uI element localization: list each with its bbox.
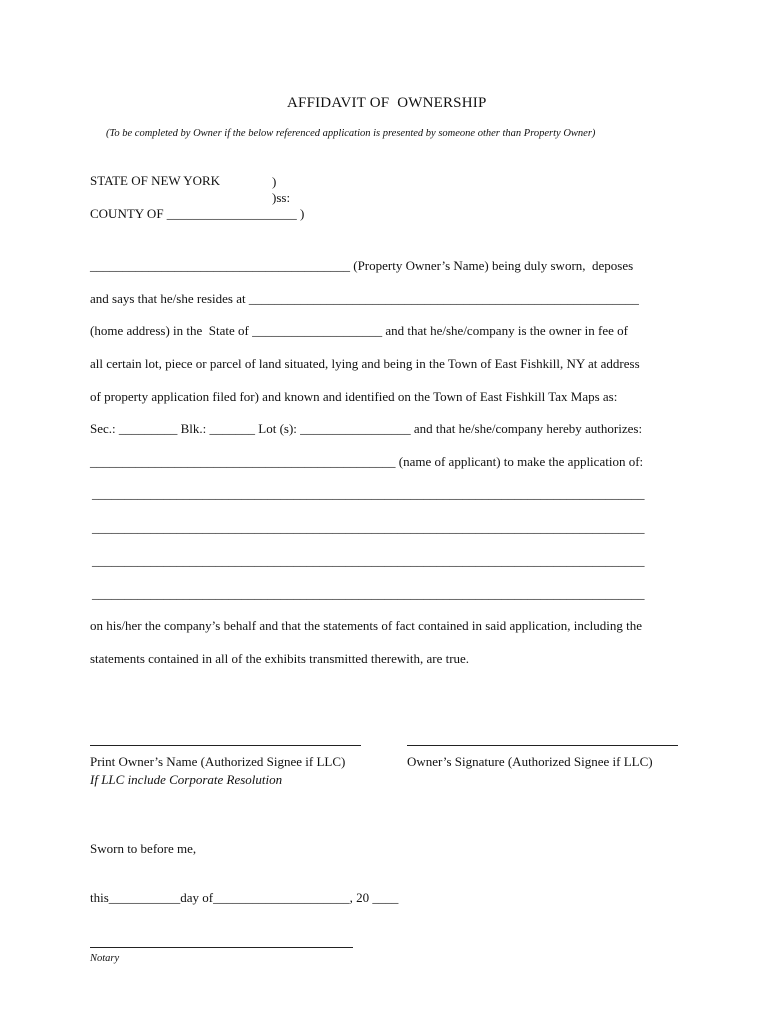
body-line: all certain lot, piece or parcel of land situated, lying and being in the Town of East Fishkill, NY at address bbox=[90, 356, 640, 371]
notary-label: Notary bbox=[90, 953, 120, 964]
document-title: AFFIDAVIT OF OWNERSHIP bbox=[287, 95, 487, 111]
sworn-intro: Sworn to before me, bbox=[90, 841, 197, 856]
blank-line: _____________________________________________________________________________________ bbox=[92, 486, 645, 501]
venue-ss: )ss: bbox=[272, 190, 291, 205]
notary-signature-line bbox=[90, 947, 353, 948]
venue-county: COUNTY OF ____________________ ) bbox=[90, 206, 305, 221]
owner-name-signature-line bbox=[90, 745, 361, 746]
body-line: and says that he/she resides at ____________________________________________________________ bbox=[90, 291, 639, 306]
venue-paren: ) bbox=[272, 174, 277, 189]
body-line: of property application filed for) and known and identified on the Town of East Fishkill Tax Maps as: bbox=[90, 389, 618, 404]
body-line: Sec.: _________ Blk.: _______ Lot (s): _________________ and that he/she/company hereby authorizes: bbox=[90, 421, 643, 436]
blank-line: _____________________________________________________________________________________ bbox=[92, 520, 645, 535]
owner-name-label: Print Owner’s Name (Authorized Signee if LLC) bbox=[90, 754, 346, 769]
blank-line: _____________________________________________________________________________________ bbox=[92, 553, 645, 568]
body-line: on his/her the company’s behalf and that the statements of fact contained in said application, including the bbox=[90, 618, 642, 633]
body-line: (home address) in the State of ____________________ and that he/she/company is the owner in fee of bbox=[90, 323, 628, 338]
owner-signature-line bbox=[407, 745, 678, 746]
body-line: statements contained in all of the exhibits transmitted therewith, are true. bbox=[90, 651, 470, 666]
owner-signature-label: Owner’s Signature (Authorized Signee if LLC) bbox=[407, 754, 653, 769]
venue-state: STATE OF NEW YORK bbox=[90, 173, 221, 188]
body-line: ________________________________________ (Property Owner’s Name) being duly sworn, deposes bbox=[90, 258, 634, 273]
sworn-date-line: this___________day of_____________________, 20 ____ bbox=[90, 890, 399, 905]
blank-line: _____________________________________________________________________________________ bbox=[92, 586, 645, 601]
llc-note: If LLC include Corporate Resolution bbox=[90, 772, 283, 787]
body-line: _______________________________________________ (name of applicant) to make the application of: bbox=[90, 454, 644, 469]
document-subtitle: (To be completed by Owner if the below referenced application is presented by someone other than Property Owner) bbox=[106, 128, 596, 139]
